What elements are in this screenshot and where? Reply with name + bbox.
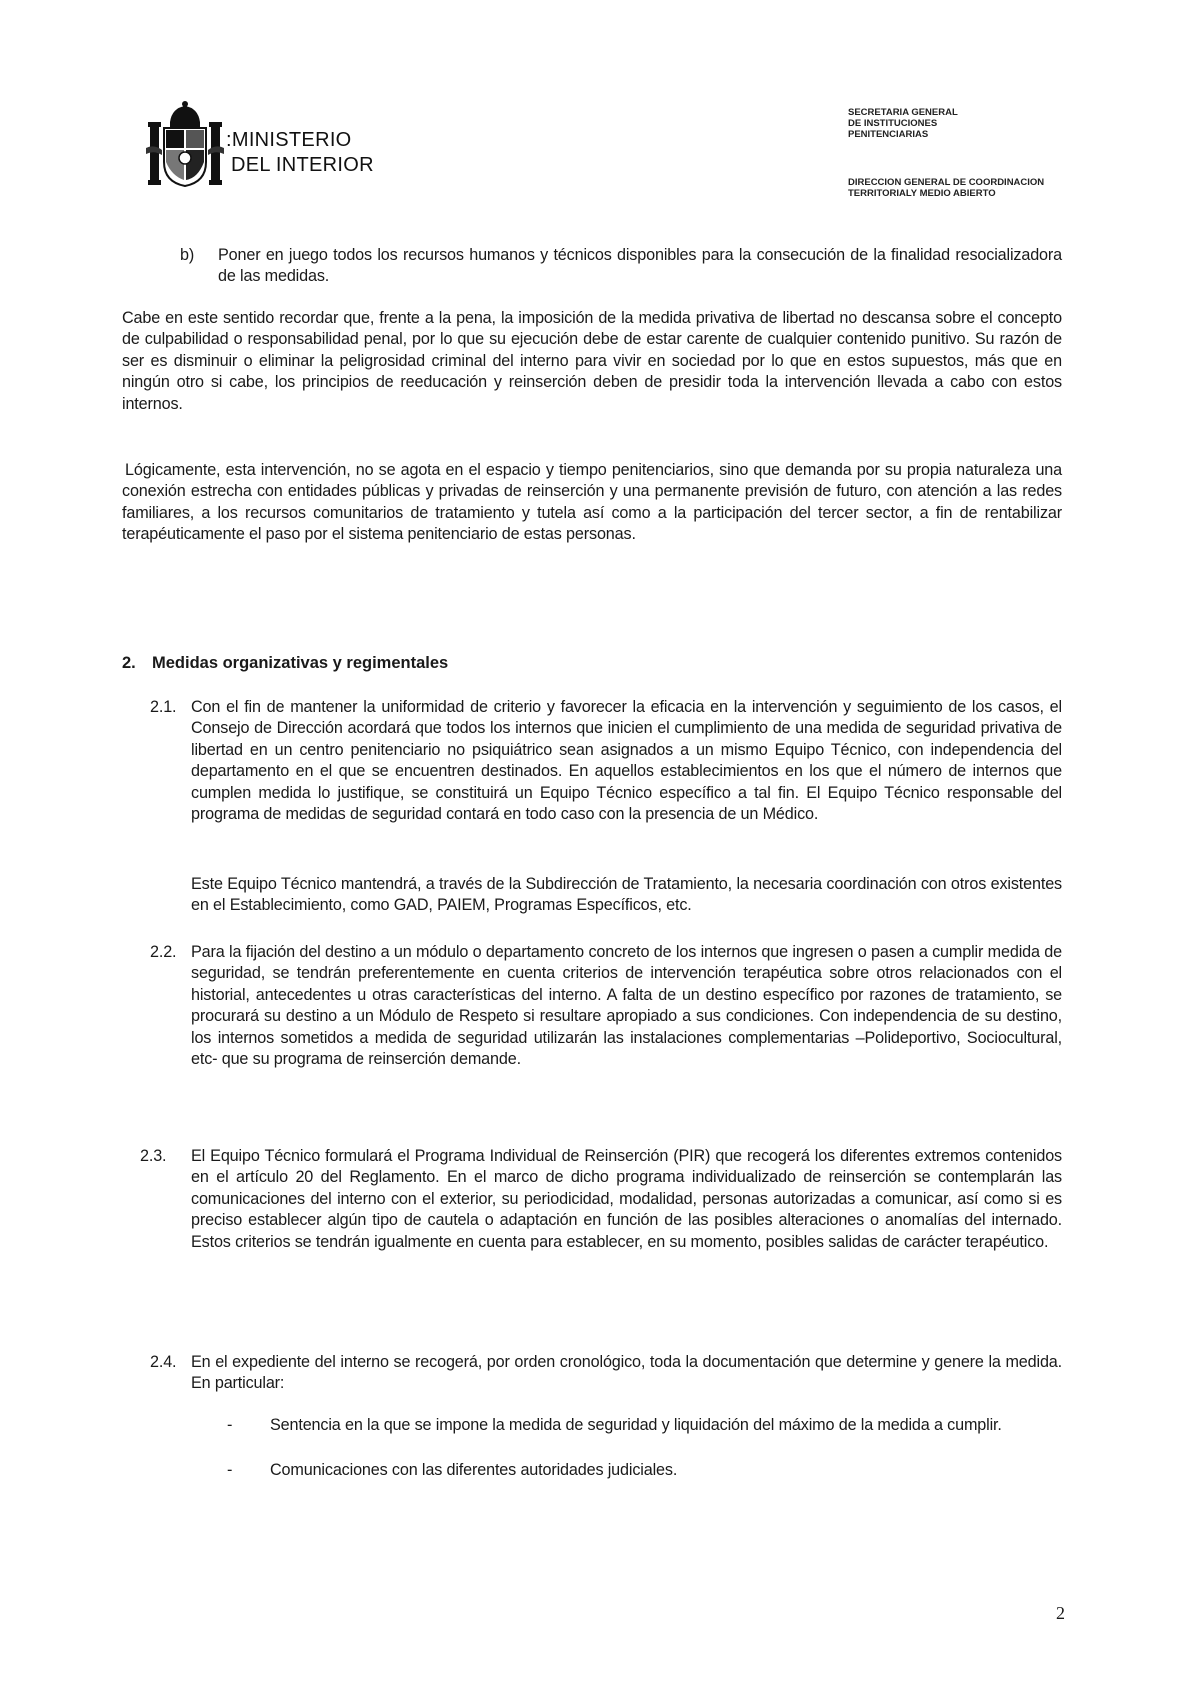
- item-2-1-marker: 2.1.: [150, 698, 177, 716]
- item-2-4-text: En el expediente del interno se recogerá, por orden cronológico, toda la documentación que determine y genere la medida. En particular:: [191, 1353, 1062, 1393]
- ministry-name: [226, 128, 374, 178]
- secretaria-general-block: [848, 107, 958, 140]
- section-title: Medidas organizativas y regimentales: [152, 654, 449, 672]
- direccion-general-block: [848, 177, 1044, 199]
- item-2-1-text: Con el fin de mantener la uniformidad de criterio y favorecer la eficacia en la intervención y seguimiento de los casos, el Consejo de Dirección acordará que todos los internos que inicien el cumplimiento de una medida de seguridad privativa de libertad en un centro penitenciario no psiquiátrico sean asignados a un mismo Equipo Técnico, con independencia del departamento en el que se encuentren destinados. En aquellos establecimientos en los que el número de internos que cumplen medida lo justifique, se constituirá un Equipo Técnico específico a tal fin. El Equipo Técnico responsable del programa de medidas de seguridad contará en todo caso con la presencia de un Médico.: [191, 698, 1062, 824]
- bullet-dash: -: [227, 1416, 233, 1434]
- direccion-line: TERRITORIALY MEDIO ABIERTO: [848, 188, 996, 199]
- item-b-marker: b): [180, 246, 195, 264]
- item-2-2-text: Para la fijación del destino a un módulo o departamento concreto de los internos que ingresen o pasen a cumplir medida de seguridad, se tendrán preferentemente en cuenta criterios de intervención terapéutica sobre otros relacionados con el historial, antecedentes u otras características del interno. A falta de un destino específico por razones de tratamiento, se procurará su destino a un Módulo de Respeto si resultare apropiado a sus condiciones. Con independencia de su destino, los internos sometidos a medida de seguridad utilizarán las instalaciones complementarias –Polideportivo, Sociocultural, etc- que su programa de reinserción demande.: [191, 943, 1062, 1069]
- bullet-item: Sentencia en la que se impone la medida de seguridad y liquidación del máximo de la medida a cumplir.: [270, 1416, 1002, 1434]
- item-b-text: Poner en juego todos los recursos humanos y técnicos disponibles para la consecución de la finalidad resocializadora de las medidas.: [218, 246, 1062, 286]
- item-2-3-marker: 2.3.: [140, 1147, 167, 1165]
- paragraph-1: Cabe en este sentido recordar que, frente a la pena, la imposición de la medida privativa de libertad no descansa sobre el concepto de culpabilidad o responsabilidad penal, por lo que su ejecución debe de estar carente de cualquier contenido punitivo. Su razón de ser es disminuir o eliminar la peligrosidad criminal del interno para vivir en sociedad por lo que en estos supuestos, más que en ningún otro si cabe, los principios de reeducación y reinserción deben de presidir toda la intervención llevada a cabo con estos internos.: [122, 309, 1062, 413]
- item-2-2-marker: 2.2.: [150, 943, 177, 961]
- ministry-line-1: :MINISTERIO: [226, 129, 352, 151]
- secretaria-line: PENITENCIARIAS: [848, 129, 929, 140]
- item-2-3-text: El Equipo Técnico formulará el Programa Individual de Reinserción (PIR) que recogerá los diferentes extremos contenidos en el artículo 20 del Reglamento. En el marco de dicho programa individualizado de reinserción se contemplarán las comunicaciones del interno con el exterior, su periodicidad, modalidad, personas autorizadas a comunicar, así como si es preciso establecer algún tipo de cautela o adaptación en función de las posibles alteraciones o anomalías del internado. Estos criterios se tendrán igualmente en cuenta para establecer, en su momento, posibles salidas de carácter terapéutico.: [191, 1147, 1062, 1251]
- paragraph-2: Lógicamente, esta intervención, no se agota en el espacio y tiempo penitenciarios, sino que demanda por su propia naturaleza una conexión estrecha con entidades públicas y privadas de reinserción y una permanente previsión de futuro, con atención a las redes familiares, a los recursos comunitarios de tratamiento y tutela así como a la participación del tercer sector, a fin de rentabilizar terapéuticamente el paso por el sistema penitenciario de estas personas.: [122, 461, 1062, 544]
- secretaria-line: SECRETARIA GENERAL: [848, 107, 958, 118]
- section-number: 2.: [122, 654, 136, 672]
- letterhead: [0, 0, 1186, 220]
- bullet-dash: -: [227, 1461, 233, 1479]
- page-number: 2: [1056, 1603, 1065, 1623]
- bullet-item: Comunicaciones con las diferentes autoridades judiciales.: [270, 1461, 678, 1479]
- ministry-line-2: DEL INTERIOR: [231, 154, 374, 176]
- section-2-heading: [122, 654, 448, 673]
- direccion-line: DIRECCION GENERAL DE COORDINACION: [848, 177, 1045, 188]
- item-2-1-text-2: Este Equipo Técnico mantendrá, a través de la Subdirección de Tratamiento, la necesaria coordinación con otros existentes en el Establecimiento, como GAD, PAIEM, Programas Específicos, etc.: [191, 875, 1062, 915]
- spain-coat-of-arms-icon: [146, 100, 224, 192]
- secretaria-line: DE INSTITUCIONES: [848, 118, 938, 129]
- item-2-4-marker: 2.4.: [150, 1353, 177, 1371]
